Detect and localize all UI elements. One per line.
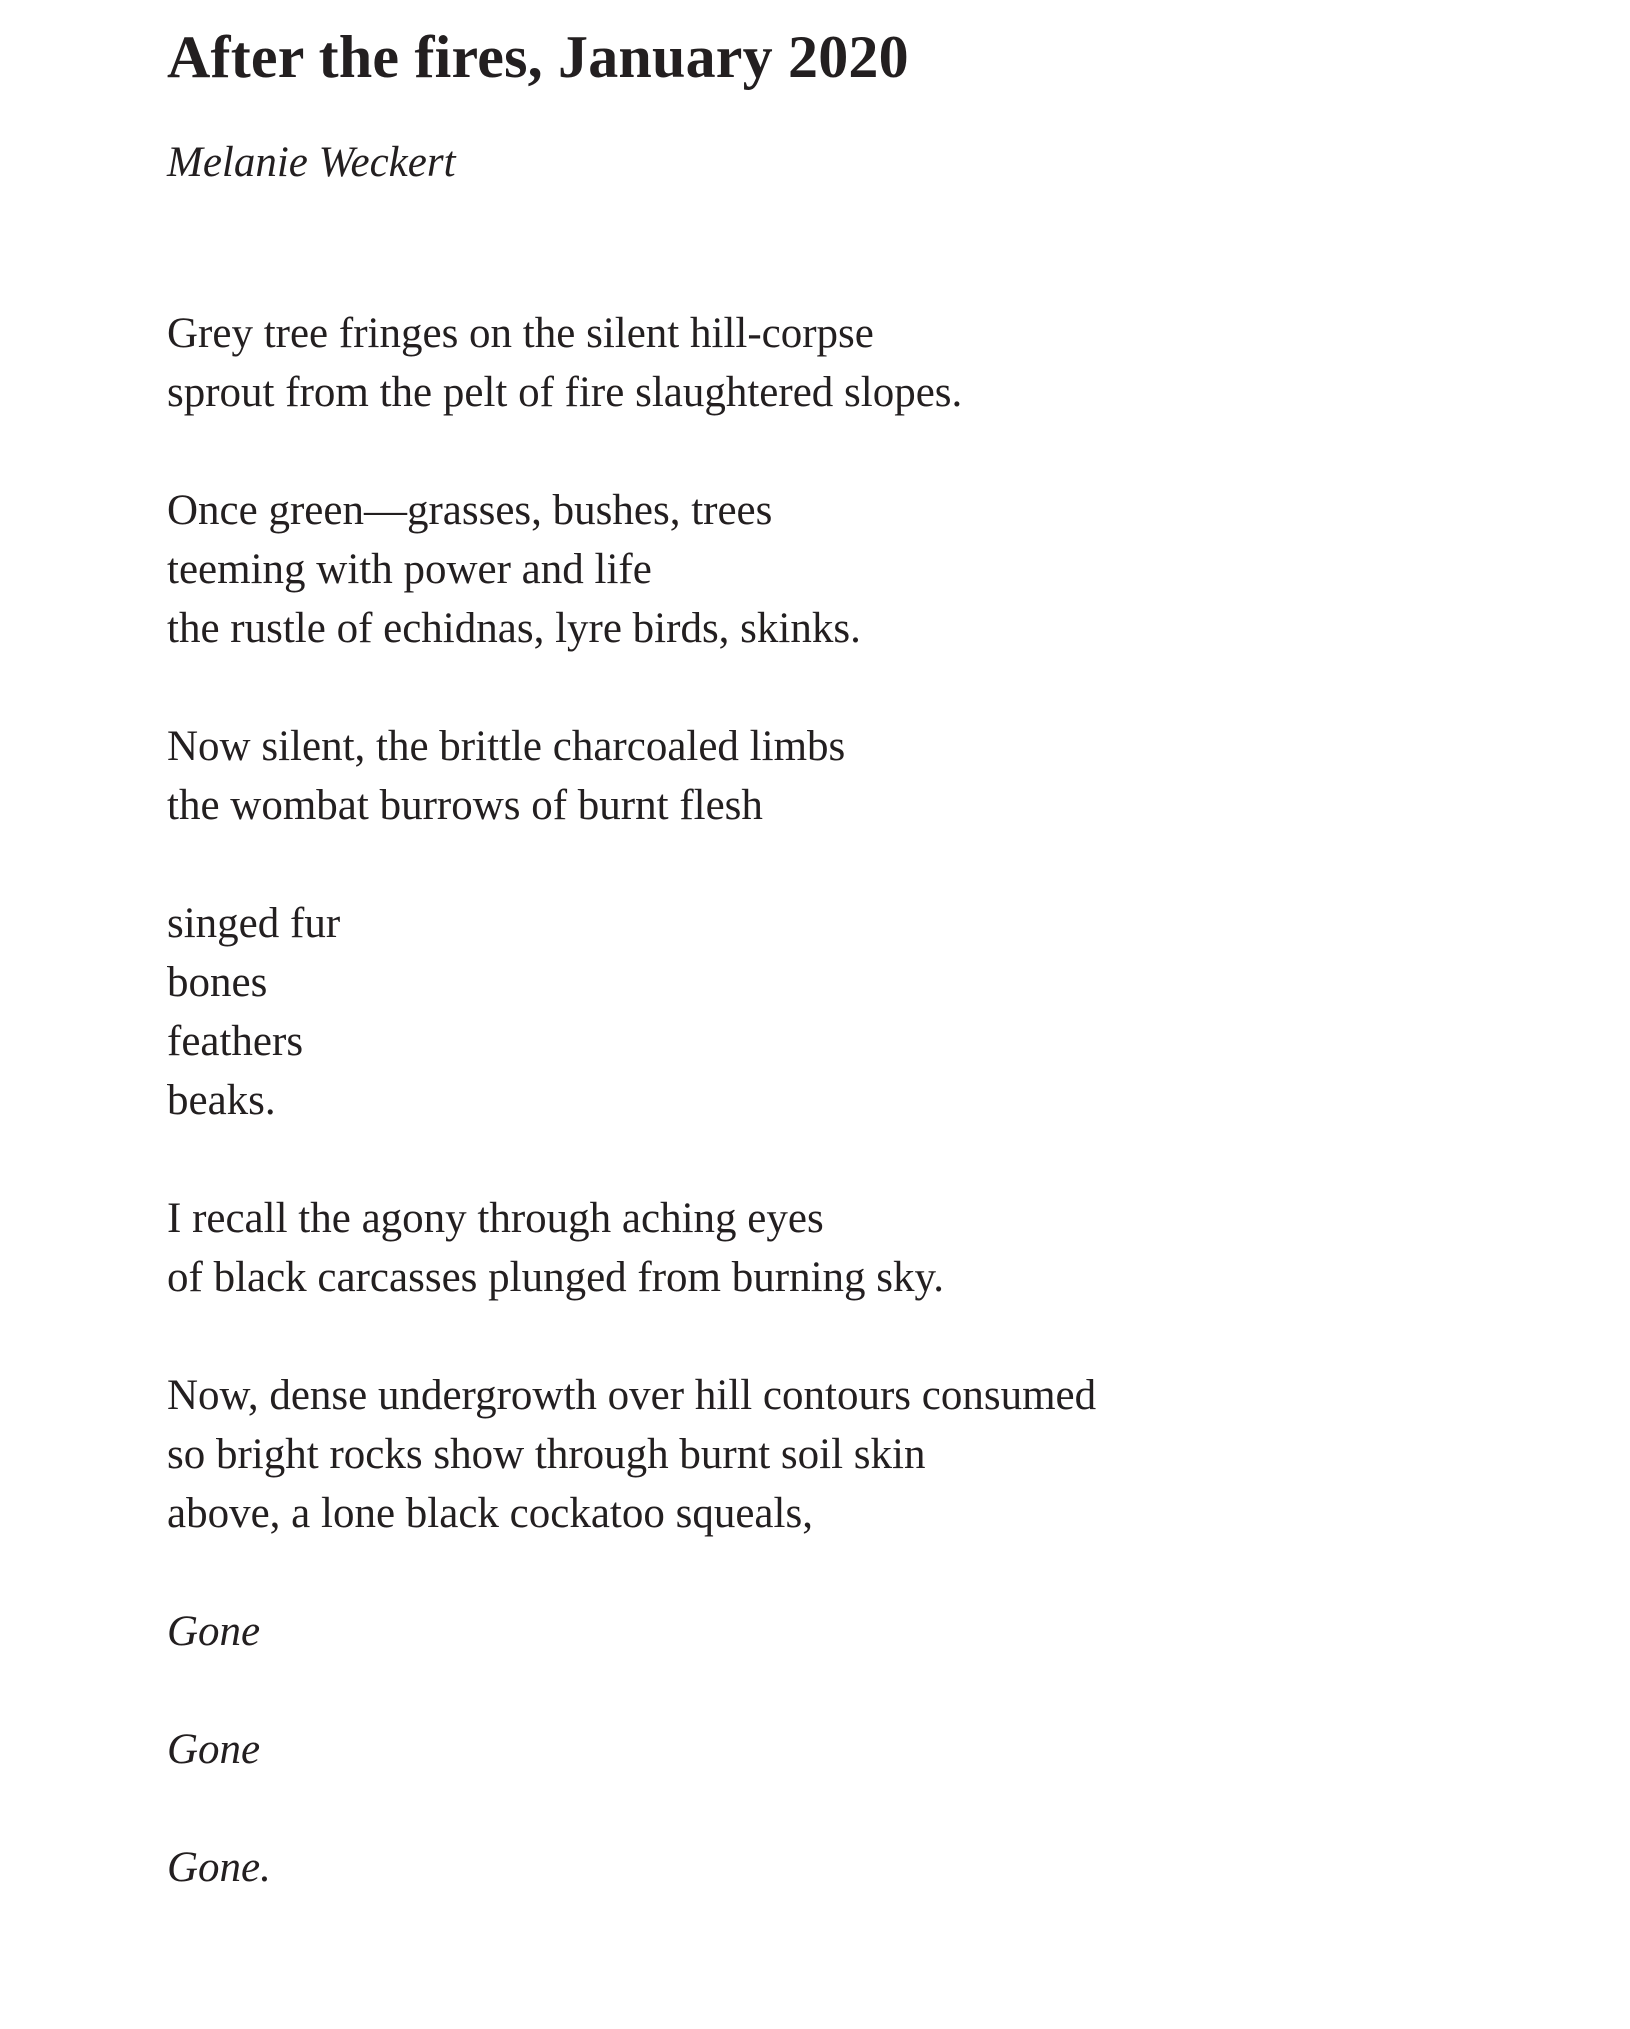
- stanza-6: [167, 1366, 1507, 1543]
- poem-page: [167, 0, 1507, 1956]
- poem-line: of black carcasses plunged from burning sky.: [167, 1254, 944, 1301]
- poem-line: the wombat burrows of burnt flesh: [167, 782, 763, 829]
- poem-line: teeming with power and life: [167, 546, 652, 593]
- poem-line: feathers: [167, 1018, 304, 1065]
- stanza-8: [167, 1720, 1507, 1779]
- stanza-9: [167, 1838, 1507, 1897]
- poem-line: the rustle of echidnas, lyre birds, skinks.: [167, 605, 861, 652]
- poem-body: [167, 304, 1507, 1897]
- stanza-3: [167, 717, 1507, 835]
- poem-line: beaks.: [167, 1077, 276, 1124]
- poem-line: singed fur: [167, 900, 341, 947]
- stanza-5: [167, 1189, 1507, 1307]
- poem-line: Now silent, the brittle charcoaled limbs: [167, 723, 846, 770]
- stanza-4: [167, 894, 1507, 1130]
- poem-line: bones: [167, 959, 268, 1006]
- stanza-1: [167, 304, 1507, 422]
- poem-line: I recall the agony through aching eyes: [167, 1195, 824, 1242]
- poem-line: Gone.: [167, 1844, 271, 1891]
- stanza-7: [167, 1602, 1507, 1661]
- poem-line: sprout from the pelt of fire slaughtered slopes.: [167, 369, 963, 416]
- poem-line: Now, dense undergrowth over hill contours consumed: [167, 1372, 1097, 1419]
- poem-line: Once green—grasses, bushes, trees: [167, 487, 773, 534]
- poem-line: Gone: [167, 1608, 261, 1655]
- poem-line: Gone: [167, 1726, 261, 1773]
- stanza-2: [167, 481, 1507, 658]
- poem-line: so bright rocks show through burnt soil skin: [167, 1431, 926, 1478]
- poem-author: Melanie Weckert: [167, 139, 456, 186]
- poem-line: above, a lone black cockatoo squeals,: [167, 1490, 813, 1537]
- poem-title: After the fires, January 2020: [167, 24, 909, 90]
- poem-line: Grey tree fringes on the silent hill-corpse: [167, 310, 874, 357]
